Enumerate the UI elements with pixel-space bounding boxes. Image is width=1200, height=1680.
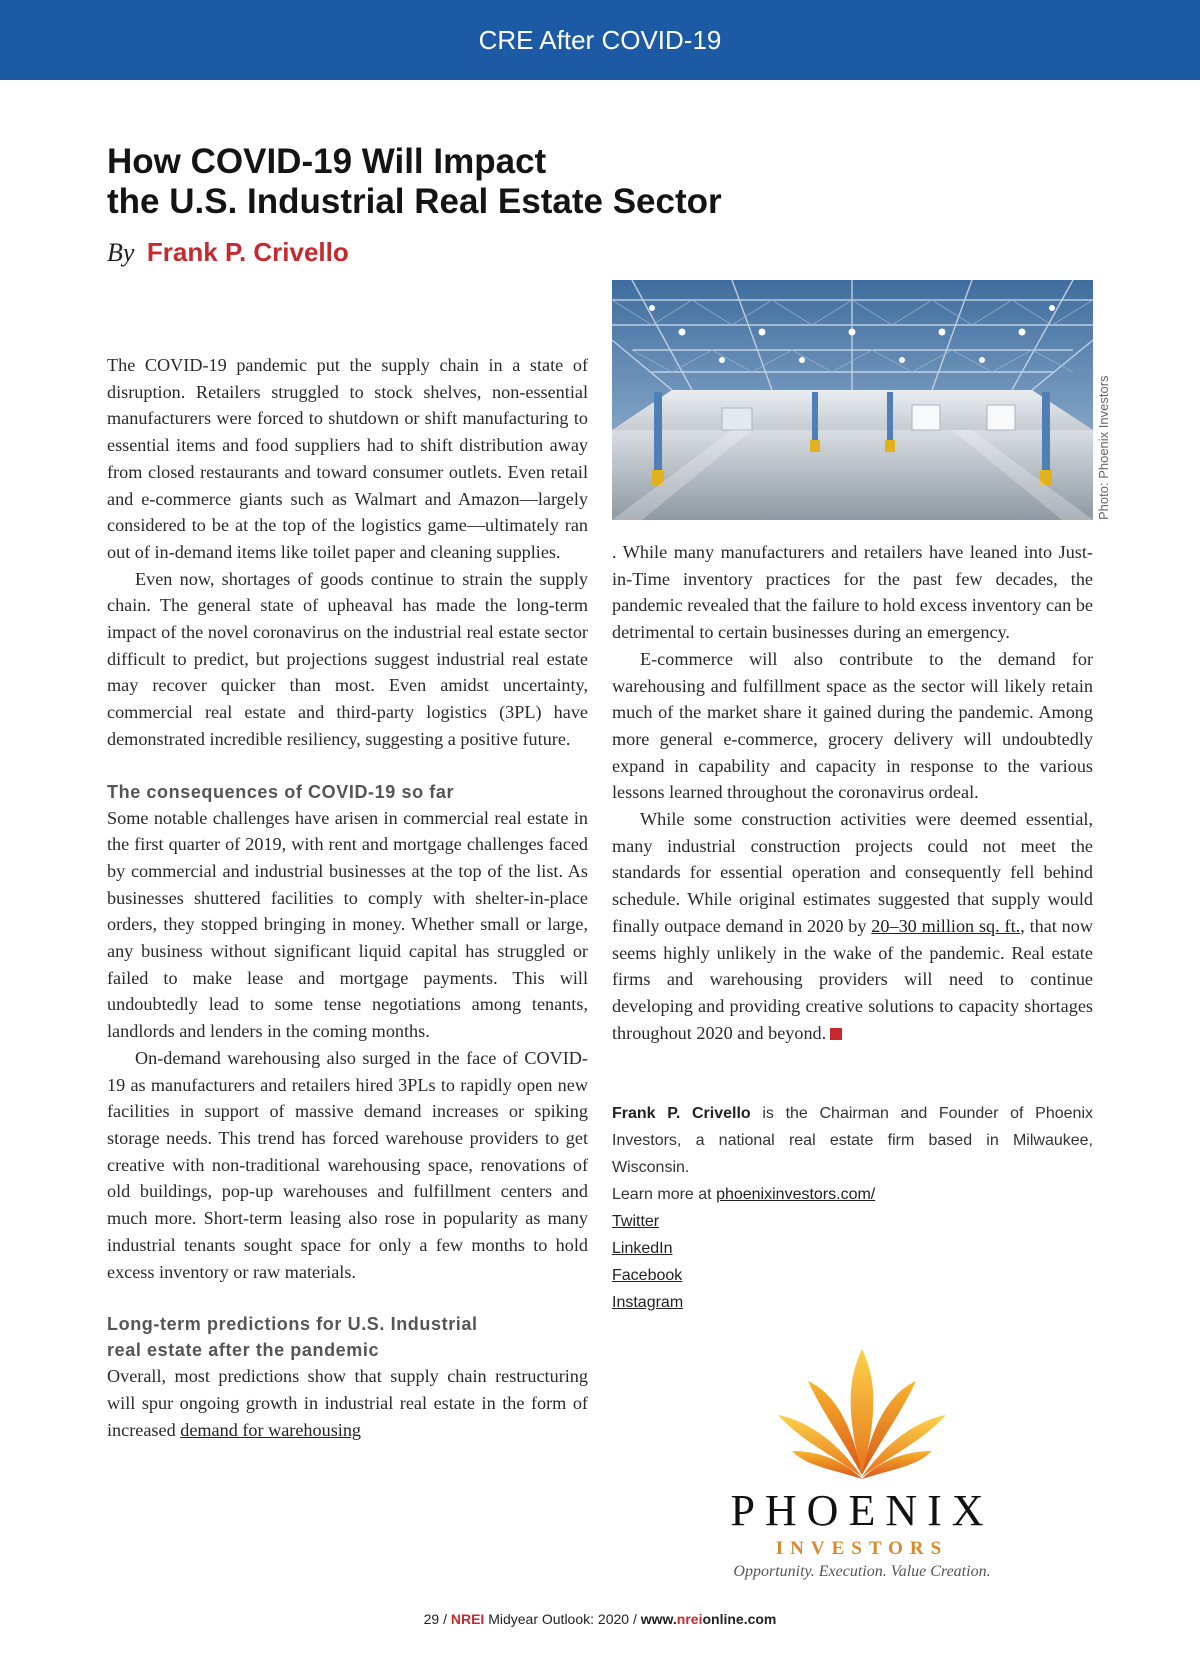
learn-more-label: Learn more at <box>612 1186 717 1203</box>
headline-line-1: How COVID-19 Will Impact <box>107 142 547 181</box>
headline-line-2: the U.S. Industrial Real Estate Sector <box>107 182 722 221</box>
article-column-right <box>612 539 1093 1046</box>
footer-separator: / <box>443 1611 447 1627</box>
phoenix-leaf-icon <box>712 1345 1012 1485</box>
paragraph-6: E-commerce will also contribute to the demand for warehousing and fulfillment space as the sector will likely retain much of the market share it gained during the pandemic. Among more general e-commerce, grocery delivery will undoubtedly expand in capability and capacity in response to the various lessons learned throughout the coronavirus ordeal. <box>612 648 1093 803</box>
paragraph-5-continued: . While many manufacturers and retailers have leaned into Just-in-Time inventory practices for the past few decades, the pandemic revealed that the failure to hold excess inventory can be detrimental to certain businesses during an emergency. <box>612 542 1093 643</box>
warehouse-photo <box>612 280 1093 520</box>
subhead-predictions <box>107 1311 588 1363</box>
linkedin-link[interactable]: LinkedIn <box>612 1240 673 1257</box>
byline <box>107 236 349 269</box>
photo-credit: Photo: Phoenix Investors <box>1096 375 1111 520</box>
paragraph-7-text-a: While some construction activities were deemed essential, many industrial construction projects could not meet the standards for essential operation and consequently fell behind schedule. While original estimates suggested that supply would finally outpace demand in 2020 by <box>612 809 1093 936</box>
paragraph-4: On-demand warehousing also surged in the face of COVID-19 as manufacturers and retailers hired 3PLs to rapidly open new facilities in support of massive demand increases or spiking storage needs. This trend has forced warehouse providers to get creative with non-traditional warehousing space, renovations of old buildings, pop-up warehouses and fulfillment centers and much more. Short-term leasing also rose in popularity as many industrial tenants sought space for only a few months to hold excess inventory or raw materials. <box>107 1047 588 1282</box>
end-mark-icon <box>830 1028 842 1040</box>
paragraph-7 <box>612 806 1093 1046</box>
million-sqft-link[interactable]: 20–30 million sq. ft. <box>871 915 1021 936</box>
footer-brand: NREI <box>450 1611 485 1627</box>
bio-text <box>612 1100 1093 1181</box>
phoenix-site-link[interactable]: phoenixinvestors.com/ <box>716 1186 876 1203</box>
bio-learn-more <box>612 1181 1093 1208</box>
footer-site-brand: nrei <box>676 1611 703 1627</box>
footer-separator-2: / <box>632 1611 637 1627</box>
section-title: CRE After COVID-19 <box>478 25 722 55</box>
page-number: 29 <box>423 1611 440 1627</box>
footer-site-prefix: www. <box>640 1611 677 1627</box>
paragraph-5 <box>107 1363 588 1443</box>
twitter-link[interactable]: Twitter <box>612 1213 660 1230</box>
paragraph-2: Even now, shortages of goods continue to strain the supply chain. The general state of upheaval has made the long-term impact of the novel coronavirus on the industrial real estate sector difficult to predict, but projections suggest industrial real estate may recover quicker than most. Even amidst uncertainty, commercial real estate and third-party logistics (3PL) have demonstrated incredible resiliency, suggesting a positive future. <box>107 568 588 749</box>
paragraph-1: The COVID-19 pandemic put the supply chain in a state of disruption. Retailers struggled to stock shelves, non-essential manufacturers were forced to shutdown or shift manufacturing to essential items and food suppliers had to shift distribution away from closed restaurants and toward consumer outlets. Even retail and e-commerce giants such as Walmart and Amazon—largely considered to be at the top of the logistics game—ultimately ran out of in-demand items like toilet paper and cleaning supplies. <box>107 355 588 562</box>
article-column-left <box>107 352 588 1443</box>
byline-author: Frank P. Crivello <box>146 237 349 267</box>
instagram-link[interactable]: Instagram <box>612 1294 684 1311</box>
top-banner <box>0 0 1200 80</box>
phoenix-investors-logo <box>712 1345 1012 1585</box>
footer-site[interactable] <box>641 1611 777 1627</box>
footer-site-suffix: online.com <box>702 1611 777 1627</box>
bio-description: is the Chairman and Founder of Phoenix Investors, a national real estate firm based in Milwaukee, Wisconsin. <box>612 1105 1094 1176</box>
logo-subtitle: INVESTORS <box>775 1538 949 1559</box>
subhead-consequences: The consequences of COVID-19 so far <box>107 781 455 802</box>
subhead-predictions-line-1: Long-term predictions for U.S. Industrial <box>107 1314 478 1335</box>
article-headline <box>107 142 867 222</box>
logo-wordmark: PHOENIX <box>730 1486 994 1535</box>
page-footer <box>0 1611 1200 1627</box>
facebook-link[interactable]: Facebook <box>612 1267 683 1284</box>
footer-issue: Midyear Outlook: 2020 <box>488 1611 630 1627</box>
warehouse-image <box>612 280 1093 520</box>
paragraph-3: Some notable challenges have arisen in commercial real estate in the first quarter of 2019, with rent and mortgage challenges faced by commercial and industrial businesses at the top of the list. As businesses shuttered facilities to comply with shelter-in-place orders, they stopped bringing in money. Whether small or large, any business without significant liquid capital has struggled or failed to make lease and mortgage payments. This will undoubtedly lead to some tense negotiations among tenants, landlords and lenders in the coming months. <box>107 807 588 1042</box>
byline-by: By <box>107 238 135 267</box>
paragraph-7-text-b: , that now seems highly unlikely in the wake of the pandemic. Real estate firms and warehousing providers will need to continue developing and providing creative solutions to capacity shortages throughout 2020 and beyond. <box>612 915 1093 1043</box>
logo-tagline: Opportunity. Execution. Value Creation. <box>733 1563 991 1580</box>
paragraph-5-text-a: Overall, most predictions show that supply chain restructuring will spur ongoing growth in industrial real estate in the form of increased <box>107 1366 588 1440</box>
social-links <box>612 1208 1093 1316</box>
bio-author-name: Frank P. Crivello <box>612 1105 751 1122</box>
demand-for-warehousing-link[interactable]: demand for warehousing <box>180 1419 362 1440</box>
author-bio <box>612 1100 1093 1316</box>
subhead-predictions-line-2: real estate after the pandemic <box>107 1340 380 1361</box>
